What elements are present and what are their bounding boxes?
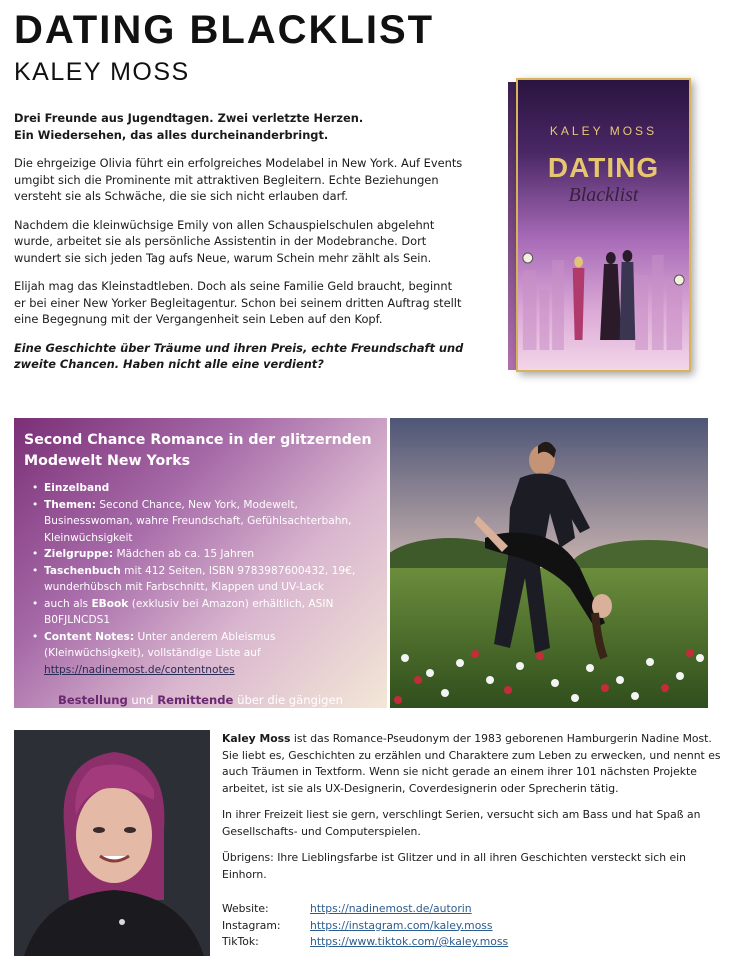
list-item: • Einzelband xyxy=(24,480,377,497)
tagline-line-1: Drei Freunde aus Jugendtagen. Zwei verletzte Herzen. xyxy=(14,111,364,125)
closing-statement: Eine Geschichte über Träume und ihren Preis, echte Freundschaft und zweite Chancen. Haben nicht alle eine verdient? xyxy=(14,340,464,371)
order-info: Bestellung und Remittende über die gängigen Barsortimente verfügbar xyxy=(57,693,344,724)
cover-author: KALEY MOSS xyxy=(549,124,658,138)
dancing-couple-illustration xyxy=(390,418,708,708)
website-link[interactable]: https://nadinemost.de/autorin xyxy=(310,902,472,915)
bio-paragraph-3: Übrigens: Ihre Lieblingsfarbe ist Glitzer und in all ihren Geschichten versteckt sich ein Einhorn. xyxy=(222,851,686,881)
instagram-row xyxy=(222,918,508,935)
book-info-box xyxy=(14,418,387,724)
description-paragraph-3: Elijah mag das Kleinstadtleben. Doch als seine Familie Geld braucht, beginnt er bei einer New Yorker Begleitagentur. Schon bei seinem dritten Auftrag stellt eine Begegnung mit der Vergangenheit sein Leben auf den Kopf. xyxy=(14,279,462,326)
cover-title: DATING xyxy=(547,152,660,183)
list-item: • Zielgruppe: Mädchen ab ca. 15 Jahren xyxy=(24,546,377,563)
book-description xyxy=(14,110,464,385)
list-item: • auch als EBook (exklusiv bei Amazon) erhältlich, ASIN B0FJLNCDS1 xyxy=(24,596,377,629)
tagline-line-2: Ein Wiedersehen, das alles durcheinanderbringt. xyxy=(14,127,329,142)
instagram-label: Instagram: xyxy=(222,918,281,932)
website-label: Website: xyxy=(222,902,269,915)
description-paragraph-2: Nachdem die kleinwüchsige Emily von allen Schauspielschulen abgelehnt wurde, arbeitet sie als persönliche Assistentin in der Modebranche. Dort wundert sie sich jeden Tag aufs Neue, warum Schein mehr zählt als Sein. xyxy=(14,217,435,265)
book-cover-image xyxy=(508,78,693,376)
info-list xyxy=(24,480,377,678)
tagline xyxy=(14,110,464,143)
website-row xyxy=(222,901,508,918)
tiktok-label: TikTok: xyxy=(222,935,259,948)
info-heading: Second Chance Romance in der glitzernden Modewelt New Yorks xyxy=(24,432,372,469)
cover-illustration xyxy=(518,240,689,350)
tiktok-link[interactable]: https://www.tiktok.com/@kaley.moss xyxy=(310,935,509,948)
page-title: DATING BLACKLIST xyxy=(14,8,435,52)
author-photo xyxy=(14,730,210,956)
content-notes-link[interactable]: https://nadinemost.de/contentnotes xyxy=(44,663,235,676)
bio-paragraph-2: In ihrer Freizeit liest sie gern, verschlingt Serien, versucht sich am Bass und hat Spaß an Gesellschafts- und Computerspielen. xyxy=(222,808,701,838)
tiktok-row xyxy=(222,934,508,951)
author-bio xyxy=(222,731,722,893)
list-item: • Themen: Second Chance, New York, Modewelt, Businesswoman, wahre Freundschaft, Gefühlsachterbahn, Kleinwüchsigkeit xyxy=(24,497,377,547)
social-links xyxy=(222,901,508,951)
list-item: • Content Notes: Unter anderem Ableismus (Kleinwüchsigkeit), vollständige Liste auf https://nadinemost.de/contentnotes xyxy=(24,629,377,679)
description-paragraph-1: Die ehrgeizige Olivia führt ein erfolgreiches Modelabel in New York. Auf Events umgibt sich die Prominente mit attraktiven Begleitern. Echte Beziehungen versteht sie als Schwäche, die sie sich nicht erlauben darf. xyxy=(14,156,463,203)
list-item: • Taschenbuch mit 412 Seiten, ISBN 9783987600432, 19€, wunderhübsch mit Farbschnitt, Klappen und UV-Lack xyxy=(24,563,377,596)
instagram-link[interactable]: https://instagram.com/kaley.moss xyxy=(310,918,493,932)
bio-paragraph-1: Kaley Moss ist das Romance-Pseudonym der 1983 geborenen Hamburgerin Nadine Most. Sie liebt es, Geschichten zu erzählen und Charaktere zum Leben zu erwecken, und nennt es auch Träumen in Textform. Wenn sie nicht gerade an einem ihrer 101 nächsten Projekte arbeitet, ist sie als UX-Designerin, Coverdesignerin oder Sprecherin tätig. xyxy=(222,732,721,795)
cover-subtitle: Blacklist xyxy=(568,184,639,206)
author-name: KALEY MOSS xyxy=(14,58,190,86)
book-cover xyxy=(516,78,691,372)
